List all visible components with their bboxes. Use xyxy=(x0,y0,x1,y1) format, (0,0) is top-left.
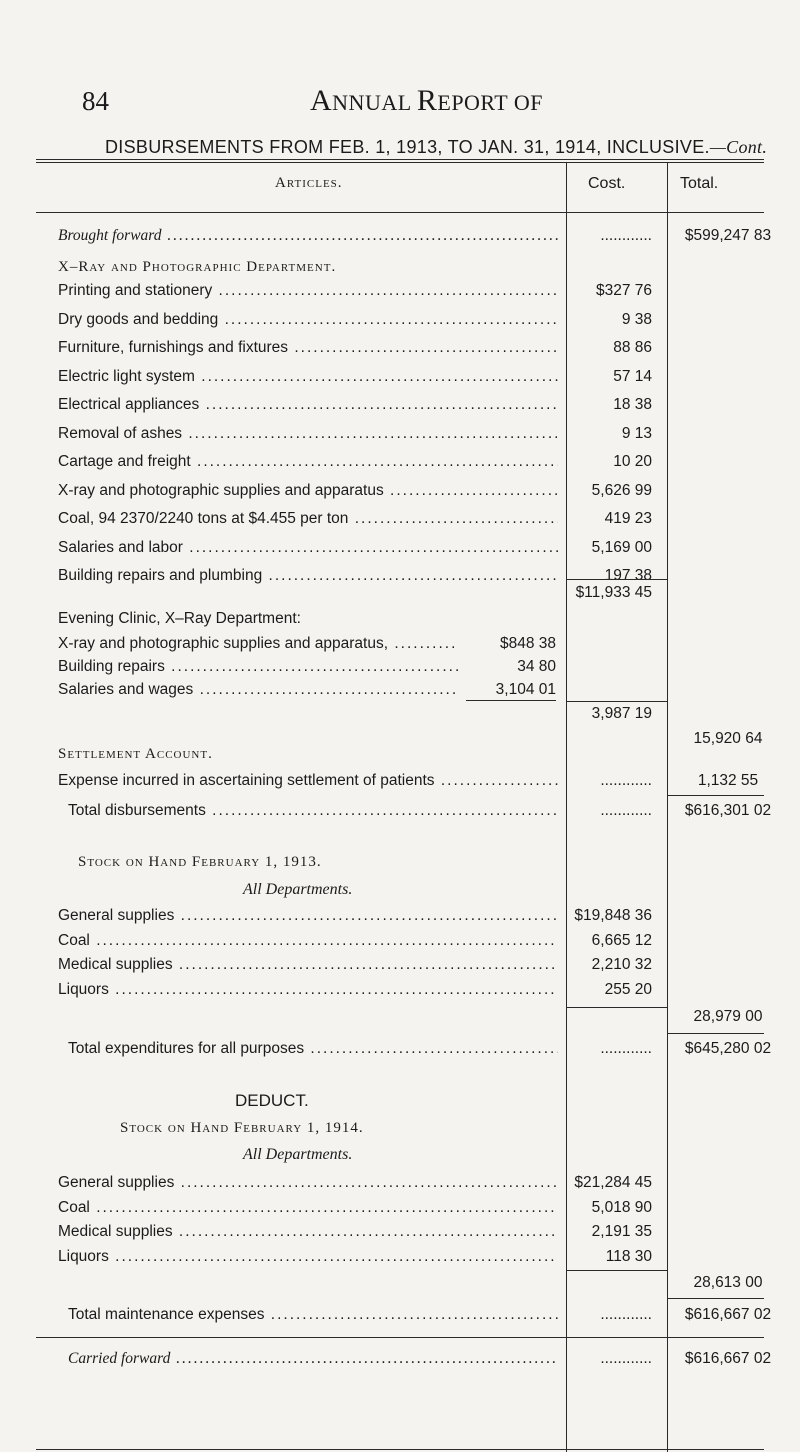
settlement-label: Expense incurred in ascertaining settlement of patients ..... xyxy=(58,772,558,790)
item-label: Printing and stationery ..... xyxy=(58,282,558,300)
item-label: Electrical appliances ..... xyxy=(58,396,558,414)
xray-subtotal-row xyxy=(0,584,800,608)
list-item xyxy=(0,396,800,420)
item-amount: 18 38 xyxy=(613,396,652,413)
stock-1913-total-row xyxy=(0,1008,800,1032)
xray-subtotal: $11,933 45 xyxy=(575,584,652,601)
xray-subtotal-rule xyxy=(567,579,667,580)
list-item xyxy=(0,1174,800,1198)
list-item xyxy=(0,311,800,335)
column-header-articles: Articles. xyxy=(275,175,343,191)
list-item xyxy=(0,282,800,306)
column-header-total: Total. xyxy=(680,175,719,192)
item-amount: 2,191 35 xyxy=(591,1223,652,1240)
list-item xyxy=(0,368,800,392)
item-amount: $21,284 45 xyxy=(574,1174,652,1191)
item-amount: 5,018 90 xyxy=(591,1198,652,1216)
evening-heading-row xyxy=(0,610,800,634)
list-item xyxy=(0,981,800,1005)
item-label: Medical supplies ..... xyxy=(58,1223,558,1241)
total-disbursements-cost: ............ xyxy=(600,802,652,819)
list-item xyxy=(0,510,800,534)
deduct-heading: DEDUCT. xyxy=(235,1091,309,1110)
deduct-total: 28,613 00 xyxy=(693,1274,763,1291)
item-label: Cartage and freight ..... xyxy=(58,453,558,471)
list-item xyxy=(0,482,800,506)
carried-forward-label: Carried forward ..... xyxy=(68,1350,558,1368)
brought-forward-row xyxy=(0,227,800,251)
total-expenditures-rule xyxy=(668,1033,764,1034)
settlement-row xyxy=(0,772,800,796)
item-label: General supplies ..... xyxy=(58,907,558,925)
xray-heading: X–Ray and Photographic Department. xyxy=(58,259,337,275)
total-expenditures-row xyxy=(0,1040,800,1064)
item-label: Building repairs and plumbing ..... xyxy=(58,567,558,585)
item-amount: 5,626 99 xyxy=(591,481,652,499)
settlement-total: 1,132 55 xyxy=(697,772,759,789)
settlement-heading: Settlement Account. xyxy=(58,746,213,762)
total-expenditures-total: $645,280 02 xyxy=(684,1040,772,1057)
evening-cost-rule xyxy=(567,701,667,702)
item-label: Furniture, furnishings and fixtures ..... xyxy=(58,339,558,357)
list-item xyxy=(0,658,800,682)
running-head: ANNUAL REPORT OF xyxy=(310,84,543,117)
deduct-subheading: Stock on Hand February 1, 1914. xyxy=(120,1120,364,1136)
item-label: Electric light system ..... xyxy=(58,368,558,386)
deduct-subsubheading: All Departments. xyxy=(243,1146,353,1163)
item-amount: 3,104 01 xyxy=(495,681,556,698)
stock-1913-heading: Stock on Hand February 1, 1913. xyxy=(78,854,322,870)
item-amount: $848 38 xyxy=(499,635,556,652)
stock-1913-total: 28,979 00 xyxy=(693,1008,763,1025)
item-amount: 2,210 32 xyxy=(591,956,652,973)
item-amount: 419 23 xyxy=(604,510,652,527)
item-amount: 255 20 xyxy=(604,980,652,998)
list-item xyxy=(0,956,800,980)
evening-cost-row xyxy=(0,705,800,729)
item-amount: 57 14 xyxy=(613,367,652,385)
list-item xyxy=(0,539,800,563)
item-amount: 9 13 xyxy=(621,424,652,442)
item-amount: 118 30 xyxy=(605,1247,652,1265)
list-item xyxy=(0,339,800,363)
item-label: X-ray and photographic supplies and apparatus ..... xyxy=(58,482,558,500)
carried-forward-cost: ............ xyxy=(600,1350,652,1367)
item-amount: $19,848 36 xyxy=(574,907,652,924)
list-item xyxy=(0,425,800,449)
table-bottom-rule xyxy=(36,1449,764,1450)
list-item xyxy=(0,635,800,659)
settlement-cost: ............ xyxy=(600,772,652,789)
deduct-rule xyxy=(567,1270,667,1271)
evening-subtotal-rule xyxy=(466,700,556,701)
evening-cost: 3,987 19 xyxy=(591,705,652,722)
item-amount: 197 38 xyxy=(604,567,652,584)
total-expenditures-label: Total expenditures for all purposes ..... xyxy=(68,1040,558,1058)
list-item xyxy=(0,907,800,931)
table-top-rule-2 xyxy=(36,162,764,163)
header-bottom-rule xyxy=(36,212,764,213)
deduct-total-row xyxy=(0,1274,800,1298)
item-label: Medical supplies ..... xyxy=(58,956,558,974)
carried-forward-row xyxy=(0,1350,800,1374)
list-item xyxy=(0,1248,800,1272)
item-label: X-ray and photographic supplies and apparatus, ..... xyxy=(58,635,458,653)
settlement-rule xyxy=(668,795,764,796)
total-disbursements-label: Total disbursements ..... xyxy=(68,802,558,820)
total-maintenance-row xyxy=(0,1306,800,1330)
evening-total: 15,920 64 xyxy=(693,730,763,747)
item-amount: 88 86 xyxy=(613,339,652,356)
list-item xyxy=(0,681,800,705)
item-amount: $327 76 xyxy=(595,282,652,299)
item-label: Removal of ashes ..... xyxy=(58,425,558,443)
total-maintenance-total: $616,667 02 xyxy=(684,1306,772,1323)
item-label: Coal ..... xyxy=(58,1199,558,1217)
brought-forward-label: Brought forward ..... xyxy=(58,227,558,245)
page-number: 84 xyxy=(82,86,109,116)
item-amount: 9 38 xyxy=(621,310,652,328)
item-label: General supplies ..... xyxy=(58,1174,558,1192)
total-maintenance-label: Total maintenance expenses ..... xyxy=(68,1306,558,1324)
total-disbursements-row xyxy=(0,802,800,826)
item-amount: 5,169 00 xyxy=(591,538,652,556)
list-item xyxy=(0,932,800,956)
item-label: Dry goods and bedding ..... xyxy=(58,311,558,329)
item-label: Liquors ..... xyxy=(58,981,558,999)
total-disbursements-total: $616,301 02 xyxy=(684,802,772,819)
brought-forward-cost: ............ xyxy=(600,227,652,244)
total-expenditures-cost: ............ xyxy=(600,1040,652,1057)
table-top-rule xyxy=(36,159,764,160)
list-item xyxy=(0,1223,800,1247)
total-maintenance-cost: ............ xyxy=(600,1306,652,1323)
item-label: Coal, 94 2370/2240 tons at $4.455 per ton ..... xyxy=(58,510,558,528)
item-label: Salaries and wages ..... xyxy=(58,681,458,699)
item-label: Coal ..... xyxy=(58,932,558,950)
item-amount: 34 80 xyxy=(517,658,556,675)
column-header-cost: Cost. xyxy=(588,175,626,192)
total-maintenance-rule xyxy=(668,1298,764,1299)
item-amount: 10 20 xyxy=(613,453,652,470)
stock-1913-subheading: All Departments. xyxy=(243,881,353,898)
brought-forward-total: $599,247 83 xyxy=(684,227,772,244)
item-label: Liquors ..... xyxy=(58,1248,558,1266)
item-label: Building repairs ..... xyxy=(58,658,458,676)
evening-heading: Evening Clinic, X–Ray Department: xyxy=(58,610,301,627)
carried-forward-rule xyxy=(36,1337,764,1338)
item-amount: 6,665 12 xyxy=(591,931,652,949)
item-label: Salaries and labor ..... xyxy=(58,539,558,557)
list-item xyxy=(0,453,800,477)
carried-forward-total: $616,667 02 xyxy=(684,1350,772,1367)
list-item xyxy=(0,1199,800,1223)
sheet-title: DISBURSEMENTS FROM FEB. 1, 1913, TO JAN. 31, 1914, INCLUSIVE.—Cont. xyxy=(105,137,768,157)
